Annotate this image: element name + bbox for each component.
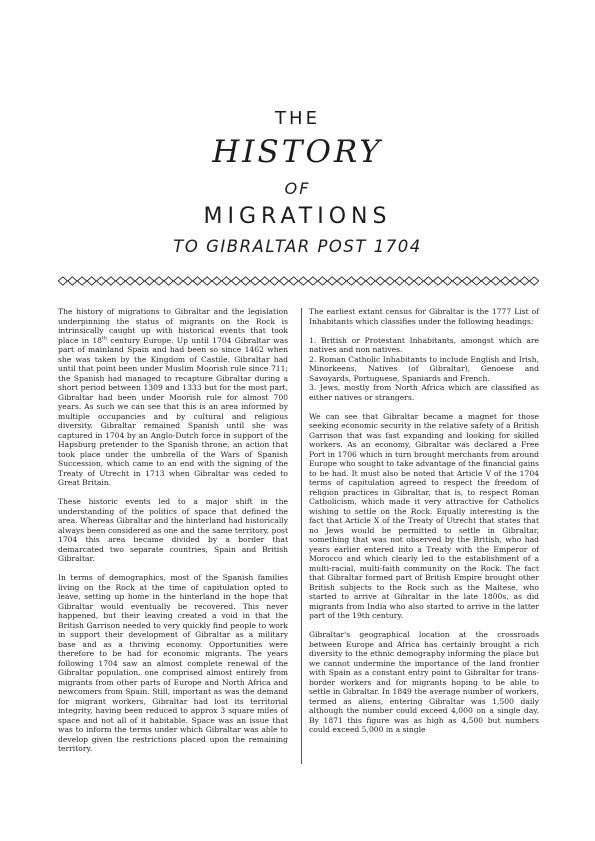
diamond-ornament: [260, 277, 269, 285]
diamond-ornament: [106, 277, 115, 285]
title-history: HISTORY: [212, 134, 383, 170]
diamond-ornament: [443, 277, 452, 285]
diamond-ornament: [241, 277, 250, 285]
diamond-ornament: [135, 277, 144, 285]
diamond-ornament: [212, 277, 221, 285]
diamond-ornament: [289, 277, 298, 285]
diamond-ornament: [154, 277, 163, 285]
list-item: 2. Roman Catholic Inhabitants to include English and Irish, Minorkeens, Natives (of Gibraltar), Genoese and Savoyards, Portuguese, Spaniards and French.: [309, 354, 539, 383]
diamond-ornament: [328, 277, 337, 285]
diamond-ornament: [308, 277, 317, 285]
diamond-ornament: [433, 277, 442, 285]
paragraph: The history of migrations to Gibraltar and the legislation underpinning the status of migrants on the Rock is intrinsically caught up with historical events that took place in 18th century Europe. Up until 1704 Gibraltar was part of mainland Spain and had been so since 1462 when she was taken by the Kingdom of Castile. Gibraltar had until that point been under Muslim Moorish rule since 711; the Spanish had managed to recapture Gibraltar during a short period between 1309 and 1333 but for the most part, Gibraltar had been under Moorish rule for almost 700 years. As such we can see that this is an area informed by multiple occupancies and by cultural and religious diversity. Gibraltar remained Spanish until she was captured in 1704 by an Anglo-Dutch force in support of the Hapsburg pretender to the Spanish throne, an action that took place under the umbrella of the Wars of Spanish Succession, which came to an end with the signing of the Treaty of Utrecht in 1713 when Gibraltar was ceded to Great Britain.: [58, 307, 288, 487]
diamond-ornament: [481, 277, 490, 285]
diamond-ornament: [318, 277, 327, 285]
diamond-ornament: [270, 277, 279, 285]
column-rule: [301, 308, 302, 764]
diamond-ornament: [222, 277, 231, 285]
list-item: 3. Jews, mostly from North Africa which are classified as either natives or strangers.: [309, 383, 539, 402]
diamond-ornament: [356, 277, 365, 285]
diamond-ornament: [472, 277, 481, 285]
diamond-ornament: [87, 277, 96, 285]
diamond-ornament: [462, 277, 471, 285]
diamond-ornament: [231, 277, 240, 285]
diamond-ornament: [491, 277, 500, 285]
list-item: 1. British or Protestant Inhabitants, amongst which are natives and non natives.: [309, 335, 539, 354]
paragraph: In terms of demographics, most of the Spanish families living on the Rock at the time of capitulation opted to leave, setting up home in the hinterland in the hope that Gibraltar would eventually be recovered. This never happened, but their leaving created a void in that the British Garrison needed to very quickly find people to work in support their development of Gibraltar as a military base and as a thriving economy. Opportunities were therefore to be had for economic migrants. The years following 1704 saw an almost complete renewal of the Gibraltar population, one comprised almost entirely from migrants from other parts of Europe and North Africa and newcomers from Spain. Still, important as was the demand for migrant workers, Gibraltar had lost its territorial integrity, having been reduced to approx 3 square miles of space and not all of it habitable. Space was an issue that was to inform the terms under which Gibraltar was able to develop given the restrictions placed upon the remaining territory.: [58, 573, 288, 753]
diamond-ornament: [145, 277, 154, 285]
title-block: [0, 106, 595, 259]
diamond-ornament: [385, 277, 394, 285]
diamond-ornament: [530, 277, 539, 285]
diamond-ornament: [203, 277, 212, 285]
diamond-ornament: [414, 277, 423, 285]
paragraph: The earliest extant census for Gibraltar is the 1777 List of Inhabitants which classifies under the following headings:: [309, 307, 539, 326]
diamond-ornament: [520, 277, 529, 285]
paragraph: Gibraltar's geographical location at the crossroads between Europe and Africa has certainly brought a rich diversity to the ethnic demography informing the place but we cannot undermine the importance of the land frontier with Spain as a constant entry point to Gibraltar for trans-border workers and for migrants hoping to be able to settle in Gibraltar. In 1849 the average number of workers, termed as aliens, entering Gibraltar was 1,500 daily although the number could exceed 4,000 on a single day. By 1871 this figure was as high as 4,500 but numbers could exceed 5,000 in a single: [309, 630, 539, 734]
diamond-ornament: [510, 277, 519, 285]
diamond-ornament: [183, 277, 192, 285]
diamond-ornament: [299, 277, 308, 285]
diamond-ornament: [405, 277, 414, 285]
diamond-ornament: [58, 277, 67, 285]
diamond-ornament: [366, 277, 375, 285]
diamond-ornament: [164, 277, 173, 285]
diamond-ornament: [347, 277, 356, 285]
title-subtitle: TO GIBRALTAR POST 1704: [173, 237, 422, 256]
diamond-ornament: [193, 277, 202, 285]
diamond-ornament: [97, 277, 106, 285]
diamond-ornament: [279, 277, 288, 285]
diamond-ornament: [251, 277, 260, 285]
diamond-ornament: [424, 277, 433, 285]
diamond-divider: [58, 276, 539, 286]
diamond-ornament: [337, 277, 346, 285]
diamond-ornament: [126, 277, 135, 285]
diamond-ornament: [174, 277, 183, 285]
diamond-ornament: [116, 277, 125, 285]
title-the: THE: [275, 108, 320, 129]
diamond-ornament: [77, 277, 86, 285]
paragraph: These historic events led to a major shift in the understanding of the politics of space that defined the area. Whereas Gibraltar and the hinterland had historically always been considered as one and the same territory, post 1704 this area became divided by a border that demarcated two separate countries, Spain and British Gibraltar.: [58, 497, 288, 563]
left-column: [58, 307, 288, 763]
title-migrations: MIGRATIONS: [203, 204, 392, 229]
census-list: [309, 336, 539, 403]
diamond-ornament: [453, 277, 462, 285]
diamond-ornament: [68, 277, 77, 285]
diamond-ornament: [376, 277, 385, 285]
right-column: [309, 307, 539, 744]
title-of: OF: [284, 179, 311, 198]
diamond-ornament: [501, 277, 510, 285]
paragraph: We can see that Gibraltar became a magnet for those seeking economic security in the relative safety of a British Garrison that was fast expanding and looking for skilled workers. As an economy, Gibraltar was declared a Free Port in 1706 which in turn brought merchants from around Europe who sought to take advantage of the financial gains to be had. It must also be noted that Article V of the 1704 terms of capitulation agreed to respect the freedom of religion practices in Gibraltar, that is, to respect Roman Catholicism, which made it very attractive for Catholics wishing to settle on the Rock. Equally interesting is the fact that Article X of the Treaty of Utrecht that states that no Jews would be permitted to settle in Gibraltar, something that was not observed by the British, who had years earlier entered into a Treaty with the Emperor of Morocco and which clearly led to the establishment of a multi-racial, multi-faith community on the Rock. The fact that Gibraltar formed part of British Empire brought other British subjects to the Rock such as the Maltese, who started to arrive at Gibraltar in the late 1800s, as did migrants from India who also started to arrive in the latter part of the 19th century.: [309, 411, 539, 620]
diamond-ornament: [395, 277, 404, 285]
